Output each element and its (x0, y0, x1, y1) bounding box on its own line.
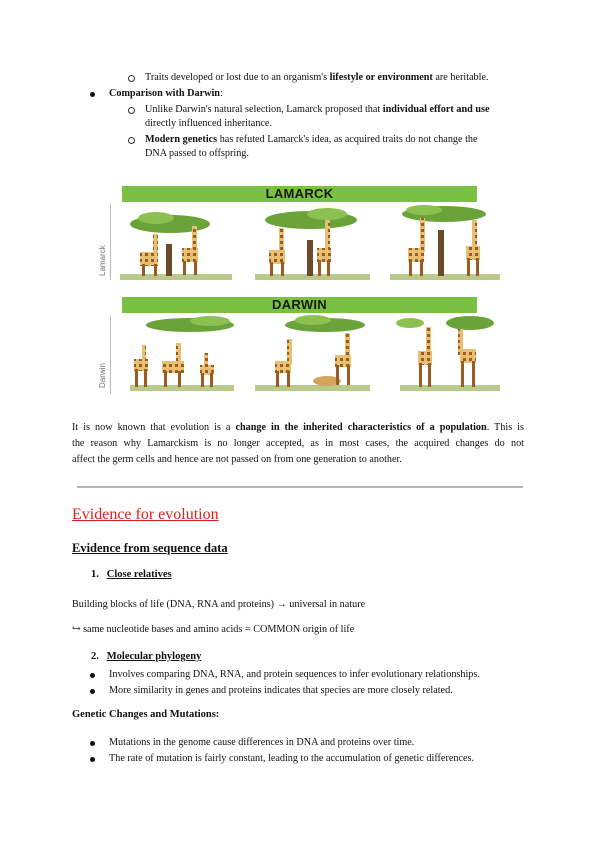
side-rule (110, 316, 111, 394)
sub-bullet-circle (128, 75, 135, 82)
bullet-dot (90, 741, 95, 746)
darwin-side-label: Darwin (98, 363, 107, 388)
darwin-illustration (120, 315, 500, 395)
sub-bullet-circle (128, 107, 135, 114)
bullet-dot (90, 92, 95, 97)
list-item: More similarity in genes and proteins indicates that species are more closely related. (109, 685, 453, 696)
mutations-heading: Genetic Changes and Mutations: (72, 709, 220, 720)
list-item: The rate of mutation is fairly constant, leading to the accumulation of genetic differences. (109, 753, 475, 764)
list-item-heritable-traits: Traits developed or lost due to an organism's lifestyle or environment are heritable. (145, 72, 489, 83)
bullet-dot (90, 757, 95, 762)
darwin-banner: DARWIN (122, 297, 477, 313)
subsection-title: Evidence from sequence data (72, 541, 228, 555)
section-title: Evidence for evolution (72, 506, 219, 523)
common-origin-line: ↪ same nucleotide bases and amino acids = COMMON origin of life (72, 624, 355, 635)
horizontal-rule (77, 486, 523, 488)
list-item-modern-genetics: Modern genetics has refuted Lamarck's idea, as acquired traits do not change the (145, 134, 478, 145)
numbered-item-molecular-phylogeny: 2. Molecular phylogeny (91, 651, 202, 662)
bullet-dot (90, 673, 95, 678)
list-item-lamarck-proposal-cont: directly influenced inheritance. (145, 118, 273, 129)
bullet-dot (90, 689, 95, 694)
list-item-modern-genetics-cont: DNA passed to offspring. (145, 148, 249, 159)
building-blocks-line: Building blocks of life (DNA, RNA and proteins) → universal in nature (72, 599, 366, 610)
side-rule (110, 204, 111, 280)
lamarck-illustration (120, 204, 500, 282)
lamarck-side-label: Lamarck (98, 245, 107, 276)
list-item: Mutations in the genome cause differences in DNA and proteins over time. (109, 737, 415, 748)
list-item: Involves comparing DNA, RNA, and protein sequences to infer evolutionary relationships. (109, 669, 480, 680)
numbered-item-close-relatives: 1. Close relatives (91, 569, 172, 580)
list-item-lamarck-proposal: Unlike Darwin's natural selection, Lamarck proposed that individual effort and use (145, 104, 490, 115)
sub-bullet-circle (128, 137, 135, 144)
list-item-comparison: Comparison with Darwin: (109, 88, 223, 99)
evolution-paragraph: It is now known that evolution is a change in the inherited characteristics of a population. This is the reason why Lamarckism is no longer accepted, as in most cases, the acquired changes do not affect the germ cells and hence are not passed on from one generation to another. (72, 422, 524, 465)
lamarck-banner: LAMARCK (122, 186, 477, 202)
